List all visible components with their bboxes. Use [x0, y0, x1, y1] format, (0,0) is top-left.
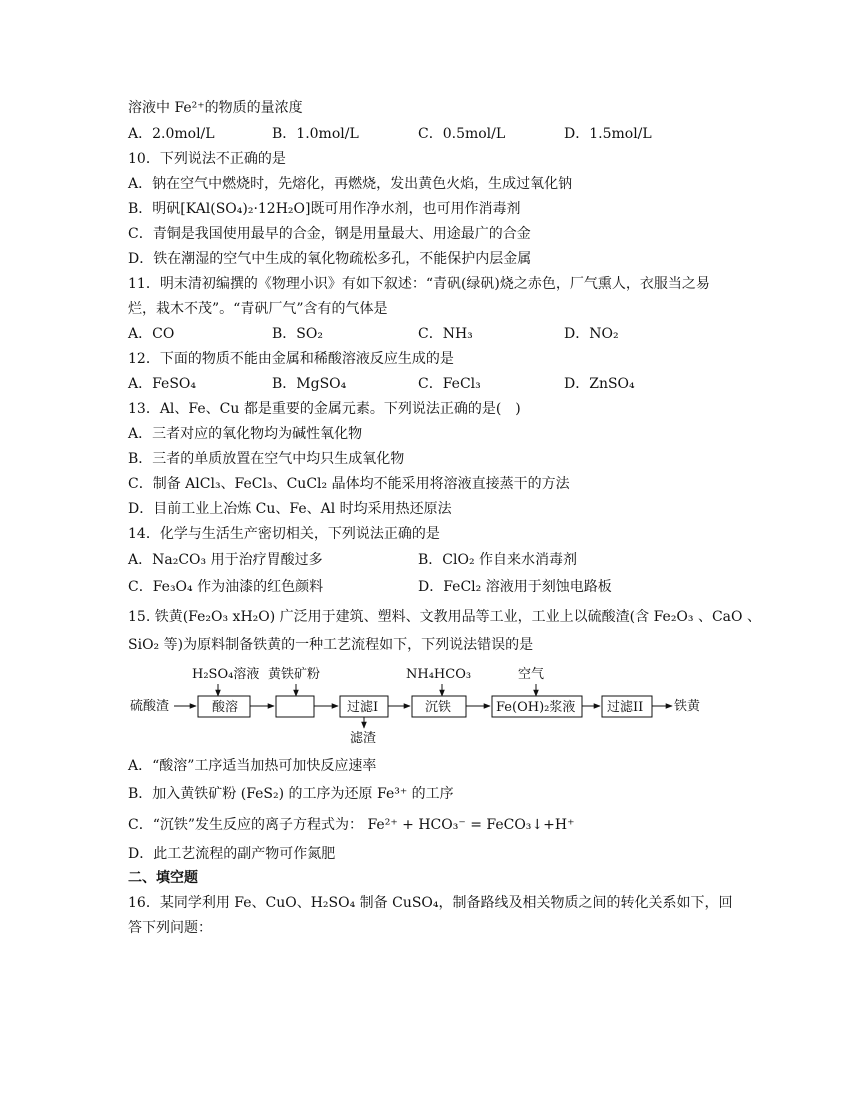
- q11-options: [128, 324, 738, 344]
- q14-option-d: D．FeCl₂ 溶液用于刻蚀电路板: [418, 579, 612, 595]
- flow-box-empty: [276, 696, 314, 717]
- q9-option-c: C．0.5mol/L: [418, 126, 506, 142]
- q12-options: [128, 374, 738, 394]
- process-flow-diagram: [128, 662, 728, 744]
- q13-stem: 13．Al、Fe、Cu 都是重要的金属元素。下列说法正确的是( ): [128, 401, 521, 417]
- flow-end-label: 铁黄: [674, 699, 701, 714]
- q16-stem-line2: 答下列问题：: [128, 920, 212, 936]
- q11-stem-line1: 11．明末清初编撰的《物理小识》有如下叙述：“青矾(绿矾)烧之赤色，厂气熏人，衣服当之易: [128, 276, 710, 292]
- q11-option-d: D．NO₂: [564, 326, 619, 342]
- flow-box-filter-2-label: 过滤II: [607, 700, 644, 715]
- flow-input-nh4hco3: NH₄HCO₃: [406, 667, 472, 682]
- flow-start-label: 硫酸渣: [130, 699, 170, 714]
- q15-option-a: A．“酸溶”工序适当加热可加快反应速率: [128, 758, 377, 774]
- q11-option-c: C．NH₃: [418, 326, 473, 342]
- q12-option-d: D．ZnSO₄: [564, 376, 635, 392]
- q14-option-a: A．Na₂CO₃ 用于治疗胃酸过多: [128, 552, 323, 568]
- q13-option-b: B．三者的单质放置在空气中均只生成氧化物: [128, 451, 405, 467]
- q10-option-b: B．明矾[KAl(SO₄)₂·12H₂O]既可用作净水剂，也可用作消毒剂: [128, 201, 521, 217]
- q9-option-d: D．1.5mol/L: [564, 126, 652, 142]
- q10-option-a: A．钠在空气中燃烧时，先熔化，再燃烧，发出黄色火焰，生成过氧化钠: [128, 176, 573, 192]
- q12-stem: 12．下面的物质不能由金属和稀酸溶液反应生成的是: [128, 351, 454, 367]
- q14-options-row1: [128, 550, 738, 570]
- q11-option-b: B．SO₂: [272, 326, 323, 342]
- q9-option-b: B．1.0mol/L: [272, 126, 359, 142]
- flow-box-acid-dissolve-label: 酸溶: [212, 700, 239, 715]
- q10-stem: 10．下列说法不正确的是: [128, 151, 286, 167]
- q14-options-row2: [128, 577, 738, 597]
- q13-option-a: A．三者对应的氧化物均为碱性氧化物: [128, 426, 363, 442]
- flow-input-pyrite: 黄铁矿粉: [268, 667, 321, 682]
- q15-option-d: D．此工艺流程的副产物可作氮肥: [128, 846, 336, 862]
- q9-tail: 溶液中 Fe²⁺的物质的量浓度: [128, 100, 303, 116]
- flow-input-h2so4: H₂SO₄溶液: [192, 667, 260, 682]
- q15-stem-line1: 15. 铁黄(Fe₂O₃ xH₂O) 广泛用于建筑、塑料、文教用品等工业，工业上以硫酸渣(含 Fe₂O₃ 、CaO 、: [128, 609, 761, 625]
- flow-input-air: 空气: [518, 667, 545, 682]
- q9-options: [128, 124, 738, 144]
- flow-box-filter-1-label: 过滤I: [347, 700, 379, 715]
- q14-option-b: B．ClO₂ 作自来水消毒剂: [418, 552, 578, 568]
- q12-option-c: C．FeCl₃: [418, 376, 481, 392]
- q12-option-a: A．FeSO₄: [128, 376, 197, 392]
- flow-box-iron-precip-label: 沉铁: [425, 700, 452, 715]
- q9-option-a: A．2.0mol/L: [128, 126, 215, 142]
- q16-stem-line1: 16．某同学利用 Fe、CuO、H₂SO₄ 制备 CuSO₄，制备路线及相关物质之间的转化关系如下，回: [128, 895, 733, 911]
- flow-box-feoh2-slurry-label: Fe(OH)₂浆液: [496, 700, 576, 715]
- q14-option-c: C．Fe₃O₄ 作为油漆的红色颜料: [128, 579, 324, 595]
- q12-option-b: B．MgSO₄: [272, 376, 347, 392]
- q13-option-d: D．目前工业上冶炼 Cu、Fe、Al 时均采用热还原法: [128, 501, 452, 517]
- q10-option-c: C．青铜是我国使用最早的合金，钢是用量最大、用途最广的合金: [128, 226, 531, 242]
- q15-option-b: B．加入黄铁矿粉 (FeS₂) 的工序为还原 Fe³⁺ 的工序: [128, 786, 454, 802]
- q10-option-d: D．铁在潮湿的空气中生成的氧化物疏松多孔，不能保护内层金属: [128, 251, 532, 267]
- q11-option-a: A．CO: [128, 326, 175, 342]
- section-heading-fill-in: 二、填空题: [128, 870, 198, 886]
- q11-stem-line2: 烂，栽木不茂”。“青矾厂气”含有的气体是: [128, 301, 388, 317]
- q15-option-c: C．“沉铁”发生反应的离子方程式为： Fe²⁺ + HCO₃⁻ = FeCO₃↓+H⁺: [128, 817, 575, 833]
- q13-option-c: C．制备 AlCl₃、FeCl₃、CuCl₂ 晶体均不能采用将溶液直接蒸干的方法: [128, 476, 570, 492]
- q15-stem-line2: SiO₂ 等)为原料制备铁黄的一种工艺流程如下，下列说法错误的是: [128, 637, 534, 653]
- flow-output-residue: 滤渣: [350, 731, 377, 744]
- q14-stem: 14．化学与生活生产密切相关，下列说法正确的是: [128, 526, 440, 542]
